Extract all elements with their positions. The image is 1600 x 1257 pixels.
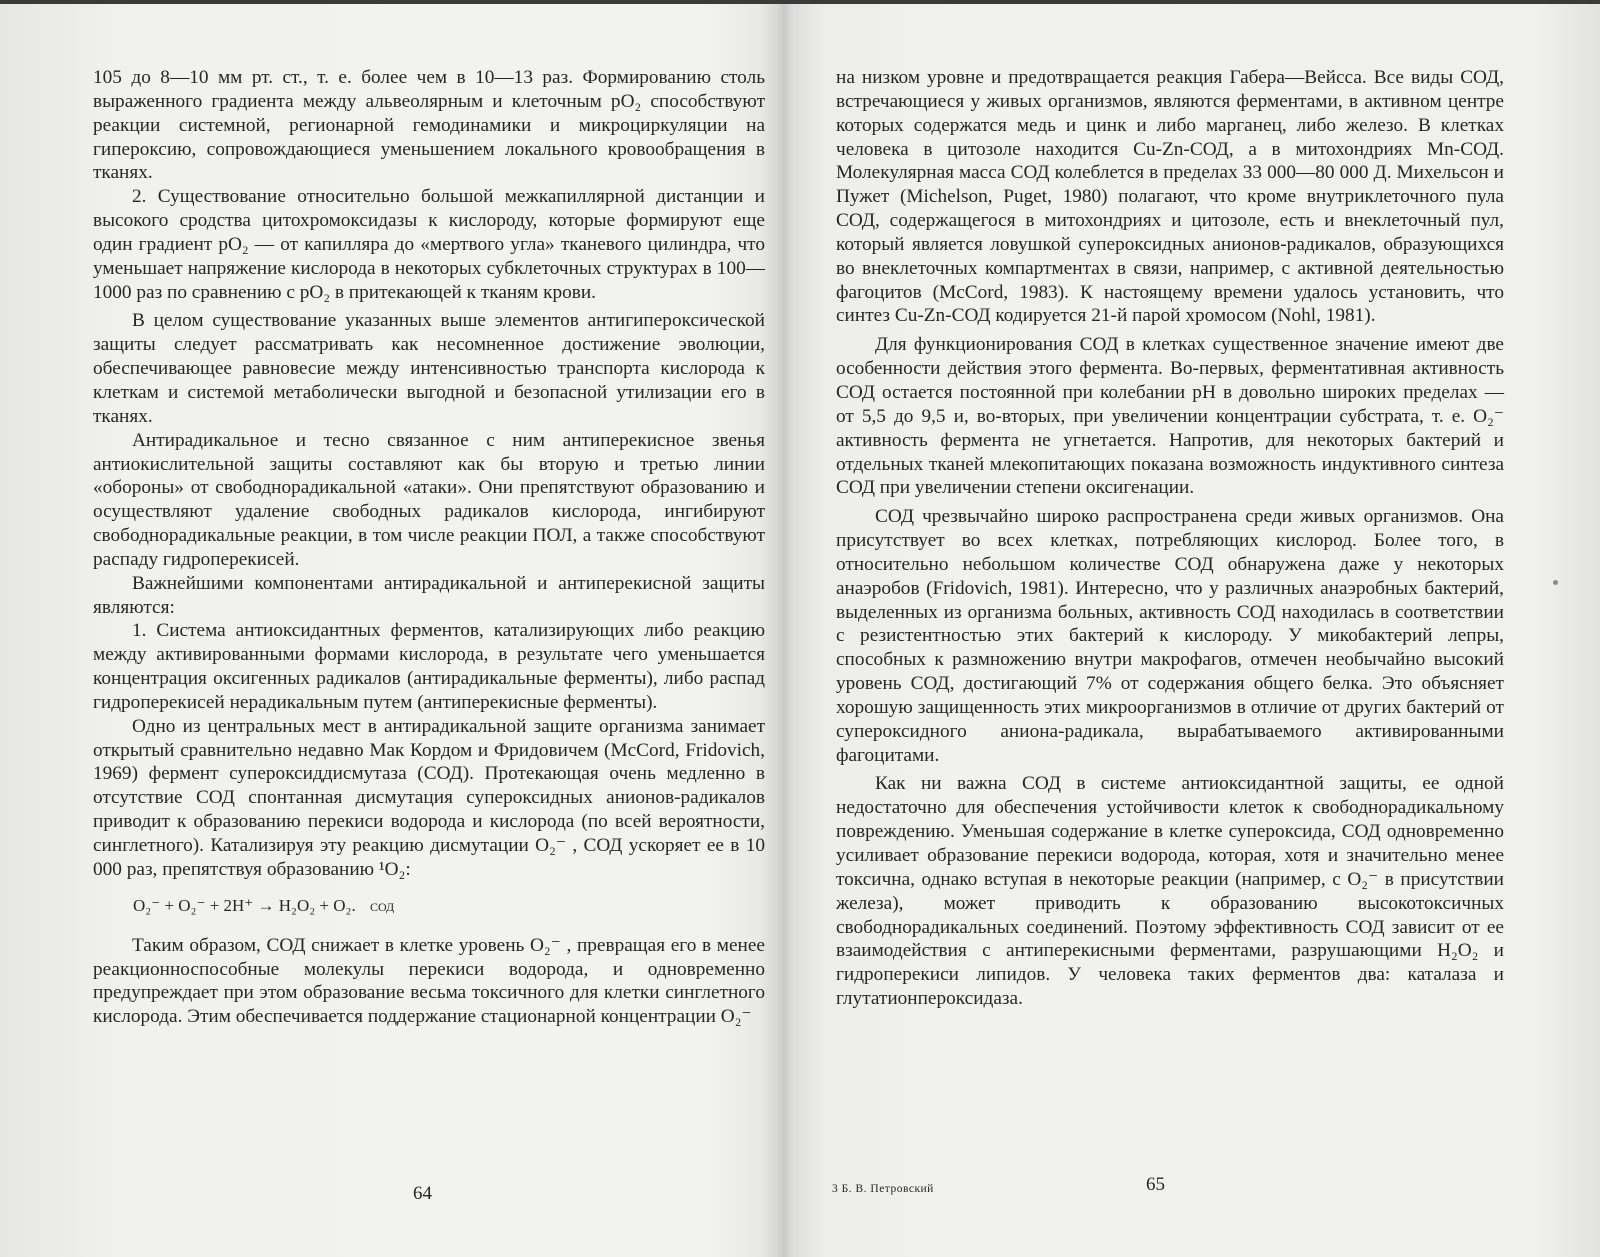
- paragraph: Важнейшими компонентами антирадикальной и антиперекисной защиты являются:: [93, 572, 765, 618]
- paragraph: В целом существование указанных выше элементов антигипероксической защиты следует рассматривать как несомненное достижение эволюции, обеспечивающее равновесие между интенсивностью транспорта кислорода к клеткам и системой метаболически выгодной и безопасной утилизации его в тканях.: [93, 310, 765, 427]
- page-number-left: 64: [413, 1183, 432, 1204]
- paragraph: Как ни важна СОД в системе антиоксидантной защиты, ее одной недостаточно для обеспечения устойчивости клеток к свободнорадикальному повреждению. Уменьшая содержание в клетке супероксида, СОД одновременно усиливает образование перекиси водорода, которая, хотя и значительно менее токсична, однако вступая в некоторые реакции (например, с O₂⁻ в присутствии железа), может приводить к образованию высокотоксичных свободнорадикальных соединений. Поэтому эффективность СОД зависит от ее взаимодействия с антиперекисными ферментами, разрушающими H₂O₂ и гидроперекиси липидов. У человека таких ферментов два: каталаза и глутатионпероксидаза.: [836, 773, 1504, 1010]
- signature-mark: 3 Б. В. Петровский: [832, 1183, 934, 1195]
- paragraph: 2. Существование относительно большой межкапиллярной дистанции и высокого сродства цитохромоксидазы к кислороду, которые формируют еще один градиент pO₂ — от капилляра до «мертвого угла» тканевого цилиндра, что уменьшает напряжение кислорода в некоторых субклеточных структурах в 100—1000 раз по сравнению с pO₂ в притекающей к тканям крови.: [93, 186, 765, 303]
- equation-text: O₂⁻ + O₂⁻ + 2H⁺ → H₂O₂ + O₂.: [133, 895, 356, 915]
- paragraph: СОД чрезвычайно широко распространена среди живых организмов. Она присутствует во всех клетках, потребляющих кислород. Более того, в относительно небольшом количестве СОД обнаружена даже у некоторых анаэробов (Fridovich, 1981). Интересно, что у различных анаэробных бактерий, выделенных из организма больных, активность СОД находилась в соответствии с резистентностью этих бактерий к кислороду. У микобактерий лепры, способных к размножению внутри макрофагов, отмечен необычайно высокий уровень СОД, достигающий 7% от содержания общего белка. Это объясняет хорошую защищенность этих микроорганизмов в отличие от других бактерий от супероксидного аниона-радикала, вырабатываемого активированными фагоцитами.: [836, 506, 1504, 766]
- scan-speck: [1553, 580, 1558, 585]
- scan-edge: [0, 0, 1600, 4]
- equation-arrow-label: СОД: [369, 899, 395, 914]
- left-page: [93, 66, 765, 1029]
- paragraph: Таким образом, СОД снижает в клетке уровень O₂⁻ , превращая его в менее реакционноспособные молекулы перекиси водорода, и одновременно предупреждает при этом образование весьма токсичного для клетки синглетного кислорода. Этим обеспечивается поддержание стационарной концентрации O₂⁻: [93, 934, 765, 1028]
- equation: [133, 896, 765, 916]
- paragraph: 105 до 8—10 мм рт. ст., т. е. более чем в 10—13 раз. Формированию столь выраженного градиента между альвеолярным и клеточным pO₂ способствуют реакции системной, регионарной гемодинамики и микроциркуляции на гипероксию, сопровождающиеся уменьшением локального кровообращения в тканях.: [93, 67, 765, 184]
- page-number-right: 65: [1146, 1174, 1165, 1195]
- paragraph: 1. Система антиоксидантных ферментов, катализирующих либо реакцию между активированными формами кислорода, в результате чего уменьшается концентрация оксигенных радикалов (антирадикальные ферменты), либо распад гидроперекисей нерадикальным путем (антиперекисные ферменты).: [93, 620, 765, 713]
- paragraph: на низком уровне и предотвращается реакция Габера—Вейсса. Все виды СОД, встречающиеся у живых организмов, являются ферментами, в активном центре которых содержатся медь и цинк и либо марганец, либо железо. В клетках человека в цитозоле находится Cu-Zn-СОД, а в митохондриях Mn-СОД. Молекулярная масса СОД колеблется в пределах 33 000—80 000 Д. Михельсон и Пужет (Michelson, Puget, 1980) полагают, что кроме внутриклеточного пула СОД, содержащегося в митохондриях и цитозоле, есть и внеклеточный пул, который является ловушкой супероксидных анионов-радикалов, образующихся во внеклеточных компартментах в связи, например, с активной деятельностью фагоцитов (McCord, 1983). К настоящему времени удалось установить, что синтез Cu-Zn-СОД кодируется 21-й парой хромосом (Nohl, 1981).: [836, 67, 1504, 327]
- paragraph: Для функционирования СОД в клетках существенное значение имеют две особенности действия этого фермента. Во-первых, ферментативная активность СОД остается постоянной при колебании pH в довольно широких пределах — от 5,5 до 9,5 и, во-вторых, при увеличении концентрации субстрата, т. е. O₂⁻ активность фермента не угнетается. Напротив, для некоторых бактерий и отдельных тканей млекопитающих показана возможность индуктивного синтеза СОД при увеличении степени оксигенации.: [836, 334, 1504, 499]
- paragraph: Антирадикальное и тесно связанное с ним антиперекисное звенья антиокислительной защиты составляют как бы вторую и третью линии «обороны» от свободнорадикальной «атаки». Они препятствуют образованию и осуществляют удаление свободных радикалов кислорода, ингибируют свободнорадикальные реакции, в том числе реакции ПОЛ, а также способствуют распаду гидроперекисей.: [93, 429, 765, 570]
- right-page: [836, 66, 1504, 1011]
- paragraph: Одно из центральных мест в антирадикальной защите организма занимает открытый сравнительно недавно Мак Кордом и Фридовичем (McCord, Fridovich, 1969) фермент супероксиддисмутаза (СОД). Протекающая очень медленно в отсутствие СОД спонтанная дисмутация супероксидных анионов-радикалов приводит к образованию перекиси водорода и кислорода (по всей вероятности, синглетного). Катализируя эту реакцию дисмутации O₂⁻ , СОД ускоряет ее в 10 000 раз, препятствуя образованию ¹O₂:: [93, 715, 765, 880]
